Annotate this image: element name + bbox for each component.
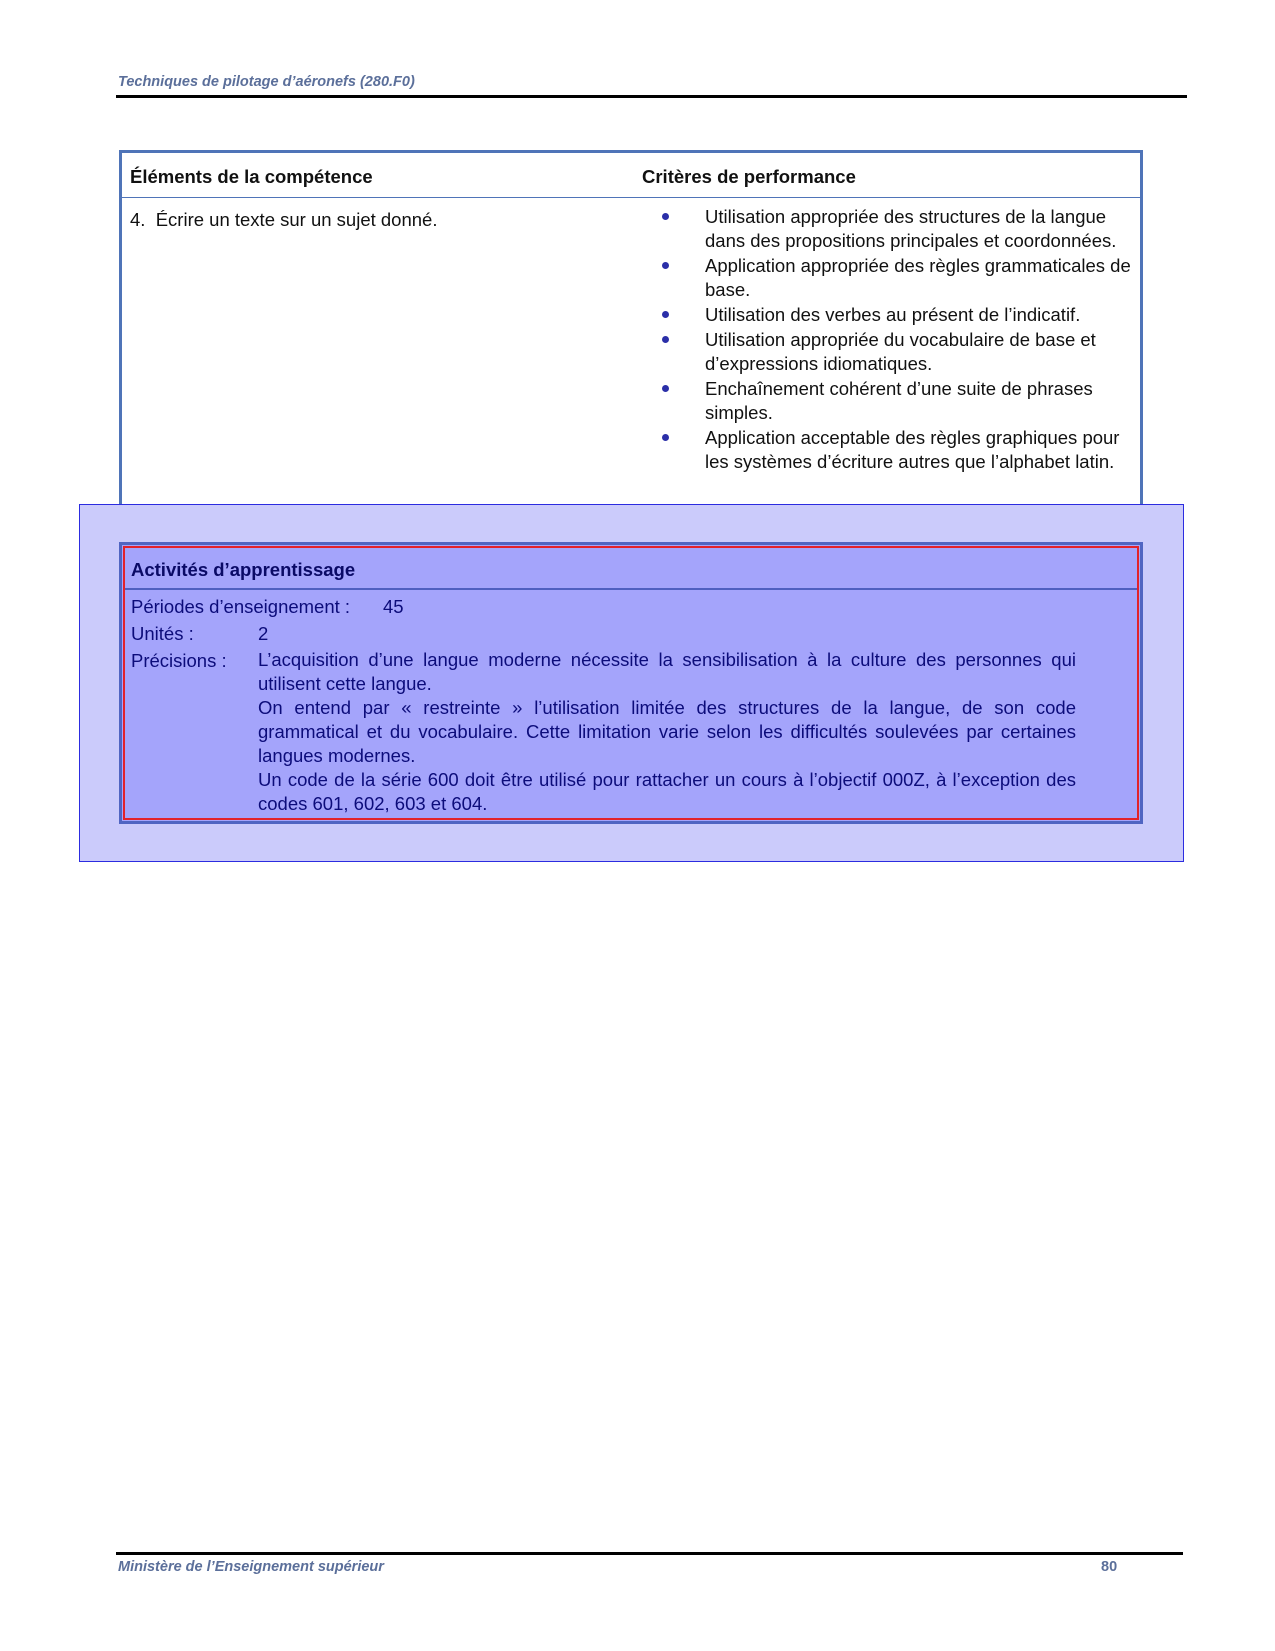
table-header-row xyxy=(122,153,1140,198)
bullet-icon xyxy=(662,213,669,220)
activities-title: Activités d’apprentissage xyxy=(131,559,356,580)
precisions-label: Précisions : xyxy=(131,650,227,671)
criteria-text: Application acceptable des règles graphiques pour les systèmes d’écriture autres que l’alphabet latin. xyxy=(705,427,1120,472)
criteria-item xyxy=(662,328,1132,376)
bullet-icon xyxy=(662,336,669,343)
precision-paragraph: L’acquisition d’une langue moderne nécessite la sensibilisation à la culture des personnes qui utilisent cette langue. xyxy=(258,649,1076,694)
header-divider xyxy=(116,95,1187,98)
precision-paragraph: On entend par « restreinte » l’utilisation limitée des structures de la langue, de son code grammatical et du vocabulaire. Cette limitation varie selon les difficultés soulevées par certaines langues modernes. xyxy=(258,697,1076,766)
periods-label: Périodes d’enseignement : xyxy=(131,596,351,617)
criteria-item xyxy=(662,303,1132,327)
criteria-list xyxy=(662,205,1132,475)
activities-frame xyxy=(123,546,1139,820)
criteria-text: Enchaînement cohérent d’une suite de phrases simples. xyxy=(705,378,1093,423)
criteria-item xyxy=(662,254,1132,302)
activities-box xyxy=(119,542,1143,824)
running-header: Techniques de pilotage d’aéronefs (280.F0) xyxy=(118,74,415,90)
bullet-icon xyxy=(662,385,669,392)
criteria-item xyxy=(662,377,1132,425)
periods-value: 45 xyxy=(383,596,404,617)
bullet-icon xyxy=(662,434,669,441)
criteria-item xyxy=(662,426,1132,474)
precision-paragraph: Un code de la série 600 doit être utilisé pour rattacher un cours à l’objectif 000Z, à l’exception des codes 601, 602, 603 et 604. xyxy=(258,769,1076,814)
criteria-text: Utilisation des verbes au présent de l’indicatif. xyxy=(705,304,1081,325)
page-number: 80 xyxy=(1101,1559,1118,1575)
competence-element: 4. Écrire un texte sur un sujet donné. xyxy=(130,209,438,230)
footer-divider xyxy=(116,1552,1183,1555)
criteria-text: Utilisation appropriée du vocabulaire de base et d’expressions idiomatiques. xyxy=(705,329,1096,374)
activities-divider xyxy=(125,588,1137,590)
column-header-elements: Éléments de la compétence xyxy=(130,166,373,187)
column-header-criteria: Critères de performance xyxy=(642,166,856,187)
competence-table xyxy=(119,150,1143,522)
criteria-item xyxy=(662,205,1132,253)
criteria-text: Application appropriée des règles grammaticales de base. xyxy=(705,255,1131,300)
units-label: Unités : xyxy=(131,623,194,644)
bullet-icon xyxy=(662,311,669,318)
units-value: 2 xyxy=(258,623,269,644)
footer-ministry: Ministère de l’Enseignement supérieur xyxy=(118,1559,384,1575)
criteria-text: Utilisation appropriée des structures de la langue dans des propositions principales et coordonnées. xyxy=(705,206,1117,251)
precisions-text xyxy=(258,648,1076,816)
bullet-icon xyxy=(662,262,669,269)
